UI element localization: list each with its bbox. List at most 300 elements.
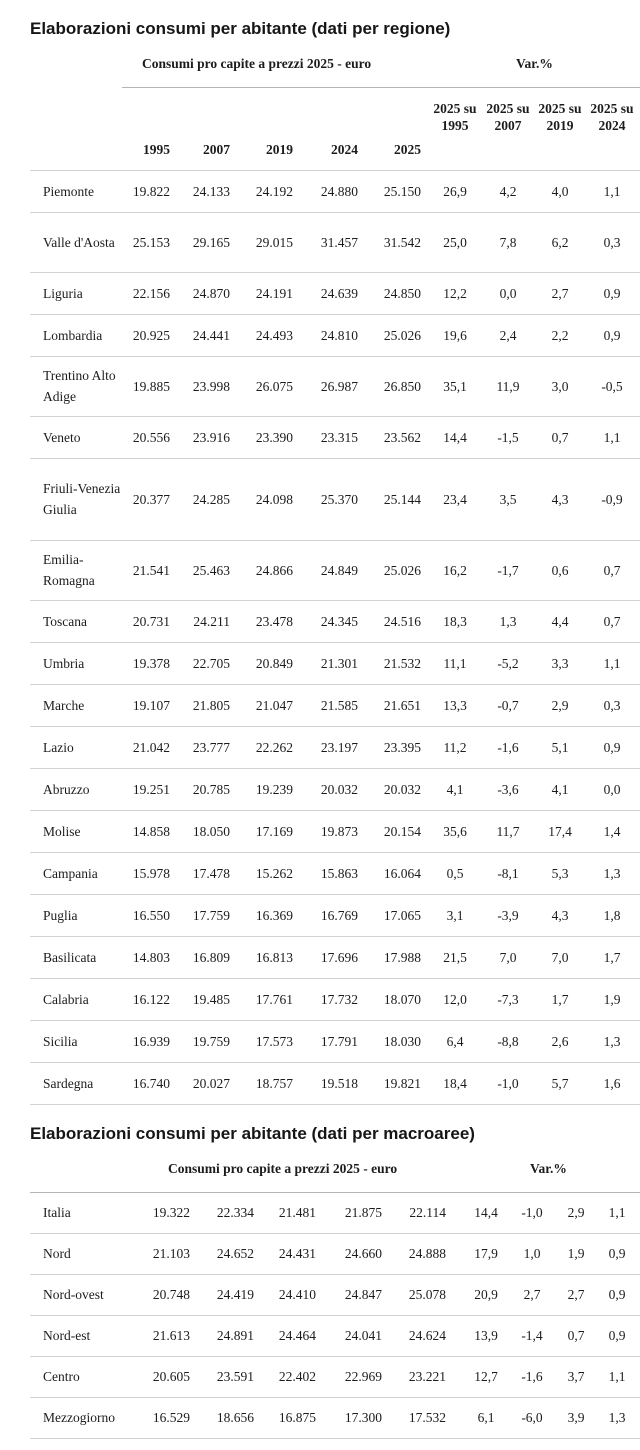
consumo-value: 16.369 (255, 907, 293, 923)
consumo-value: 23.562 (383, 429, 421, 445)
var-value: 0,9 (603, 327, 621, 343)
var-value: 1,1 (603, 183, 621, 199)
consumo-value: 24.810 (320, 327, 358, 343)
region-name: Veneto (43, 429, 81, 445)
consumo-value: 17.169 (255, 823, 293, 839)
consumo-value: 25.144 (383, 491, 421, 507)
consumo-value: 21.047 (255, 697, 293, 713)
consumo-value: 22.262 (255, 739, 293, 755)
var-value: 0,7 (567, 1328, 585, 1343)
row-divider (30, 768, 640, 769)
consumo-value: 25.370 (320, 491, 358, 507)
consumo-value: 20.849 (255, 655, 293, 671)
var-value: -6,0 (521, 1410, 543, 1425)
consumo-value: 18.070 (383, 991, 421, 1007)
consumo-value: 24.441 (192, 327, 230, 343)
var-value: 0,9 (603, 285, 621, 301)
consumo-value: 17.732 (320, 991, 358, 1007)
consumo-value: 24.211 (193, 613, 230, 629)
var-value: 1,3 (499, 613, 517, 629)
consumo-value: 20.925 (132, 327, 170, 343)
macro-var-group-header: Var.% (530, 1161, 567, 1176)
var-value: 12,7 (474, 1369, 498, 1384)
row-divider (30, 212, 640, 213)
region-name: Puglia (43, 907, 78, 923)
region-name: Calabria (43, 991, 89, 1007)
consumo-value: 24.098 (255, 491, 293, 507)
consumo-value: 19.822 (132, 183, 170, 199)
consumo-value: 19.518 (320, 1075, 358, 1091)
consumo-value: 31.542 (383, 234, 421, 250)
var-value: 35,6 (443, 823, 467, 839)
var-value: 12,0 (443, 991, 467, 1007)
consumo-value: 24.191 (255, 285, 293, 301)
consumo-value: 19.251 (132, 781, 170, 797)
macro-table-title: Elaborazioni consumi per abitante (dati per macroaree) (30, 1124, 475, 1143)
consumo-value: 24.891 (216, 1328, 254, 1343)
consumo-value: 15.978 (132, 865, 170, 881)
consumo-value: 31.457 (320, 234, 358, 250)
var-header-0: 2025 su 1995 (433, 101, 477, 133)
consumo-value: 18.757 (255, 1075, 293, 1091)
consumo-value: 24.847 (344, 1287, 382, 1302)
consumo-value: 15.863 (320, 865, 358, 881)
var-value: 11,7 (496, 823, 520, 839)
var-value: 2,7 (567, 1287, 585, 1302)
consumo-value: 20.154 (383, 823, 421, 839)
consumo-value: 23.315 (320, 429, 358, 445)
region-name: Molise (43, 823, 81, 839)
var-value: -0,7 (497, 697, 519, 713)
consumo-value: 21.042 (132, 739, 170, 755)
var-value: 3,5 (499, 491, 517, 507)
var-value: -8,1 (497, 865, 519, 881)
var-value: 6,1 (477, 1410, 495, 1425)
consumo-value: 25.026 (383, 562, 421, 578)
regions-consumi-group-header: Consumi pro capite a prezzi 2025 - euro (142, 56, 372, 71)
var-value: 17,9 (474, 1246, 498, 1261)
consumo-value: 25.026 (383, 327, 421, 343)
row-divider (30, 1274, 640, 1275)
consumo-value: 19.759 (192, 1033, 230, 1049)
consumo-value: 24.133 (192, 183, 230, 199)
consumo-value: 25.463 (192, 562, 230, 578)
consumo-value: 17.988 (383, 949, 421, 965)
var-value: -7,3 (497, 991, 519, 1007)
consumo-value: 14.803 (132, 949, 170, 965)
var-value: 1,9 (603, 991, 621, 1007)
consumo-value: 19.885 (132, 378, 170, 394)
consumo-value: 24.464 (278, 1328, 316, 1343)
var-value: 18,3 (443, 613, 467, 629)
var-value: -1,4 (521, 1328, 543, 1343)
var-value: 18,4 (443, 1075, 467, 1091)
var-value: 11,2 (443, 739, 467, 755)
consumo-value: 20.032 (320, 781, 358, 797)
consumo-value: 20.605 (152, 1369, 190, 1384)
macroarea-name: Nord-ovest (43, 1287, 104, 1302)
var-value: -5,2 (497, 655, 519, 671)
consumo-value: 29.165 (192, 234, 230, 250)
var-value: 5,3 (551, 865, 569, 881)
var-value: 0,9 (603, 739, 621, 755)
var-value: 4,1 (551, 781, 569, 797)
var-value: 25,0 (443, 234, 467, 250)
consumo-value: 21.875 (344, 1205, 382, 1220)
region-name: Umbria (43, 655, 85, 671)
var-value: 3,9 (567, 1410, 585, 1425)
consumo-value: 17.573 (255, 1033, 293, 1049)
consumo-value: 19.239 (255, 781, 293, 797)
region-name: Sicilia (43, 1033, 78, 1049)
var-value: 1,1 (603, 429, 621, 445)
var-value: 4,2 (499, 183, 517, 199)
consumo-value: 16.813 (255, 949, 293, 965)
var-value: 2,4 (499, 327, 517, 343)
var-value: 0,3 (603, 697, 621, 713)
consumo-value: 24.410 (278, 1287, 316, 1302)
consumo-value: 18.050 (192, 823, 230, 839)
consumo-value: 16.740 (132, 1075, 170, 1091)
consumo-value: 16.550 (132, 907, 170, 923)
row-divider (30, 894, 640, 895)
consumo-value: 20.731 (132, 613, 170, 629)
region-name: Trentino Alto Adige (43, 368, 116, 404)
consumo-value: 25.153 (132, 234, 170, 250)
consumo-value: 16.122 (132, 991, 170, 1007)
consumo-value: 22.156 (132, 285, 170, 301)
var-value: 6,4 (446, 1033, 464, 1049)
consumo-value: 20.027 (192, 1075, 230, 1091)
var-value: -0,5 (601, 378, 623, 394)
var-value: 14,4 (474, 1205, 498, 1220)
consumo-value: 24.888 (408, 1246, 446, 1261)
var-value: 2,7 (523, 1287, 541, 1302)
macro-consumi-group-header: Consumi pro capite a prezzi 2025 - euro (168, 1161, 398, 1176)
var-value: 19,6 (443, 327, 467, 343)
var-value: 23,4 (443, 491, 467, 507)
var-value: 13,9 (474, 1328, 498, 1343)
var-value: 0,7 (551, 429, 569, 445)
consumo-value: 20.748 (152, 1287, 190, 1302)
var-value: 1,1 (603, 655, 621, 671)
row-divider (30, 600, 640, 601)
region-name: Valle d'Aosta (43, 234, 115, 250)
var-header-1: 2025 su 2007 (486, 101, 530, 133)
row-divider (30, 416, 640, 417)
consumo-value: 21.805 (192, 697, 230, 713)
region-name: Lazio (43, 739, 74, 755)
consumo-value: 24.849 (320, 562, 358, 578)
consumo-value: 21.481 (278, 1205, 316, 1220)
var-value: 26,9 (443, 183, 467, 199)
consumo-value: 16.529 (152, 1410, 190, 1425)
var-value: 7,0 (499, 949, 517, 965)
consumo-value: 15.262 (255, 865, 293, 881)
var-value: 2,9 (551, 697, 569, 713)
row-divider (30, 726, 640, 727)
consumo-value: 20.032 (383, 781, 421, 797)
consumo-value: 17.478 (192, 865, 230, 881)
consumo-value: 26.850 (383, 378, 421, 394)
row-divider (30, 314, 640, 315)
consumo-value: 19.378 (132, 655, 170, 671)
var-value: 2,7 (551, 285, 569, 301)
var-value: 7,8 (499, 234, 517, 250)
var-value: 2,9 (567, 1205, 585, 1220)
consumo-value: 24.652 (216, 1246, 254, 1261)
region-name: Emilia-Romagna (43, 552, 95, 588)
consumo-value: 19.485 (192, 991, 230, 1007)
row-divider (30, 1233, 640, 1234)
var-value: -1,0 (521, 1205, 543, 1220)
macroarea-name: Nord-est (43, 1328, 91, 1343)
row-divider (30, 810, 640, 811)
consumo-value: 17.532 (408, 1410, 446, 1425)
var-header-3: 2025 su 2024 (590, 101, 634, 133)
consumo-value: 24.660 (344, 1246, 382, 1261)
row-divider (30, 1062, 640, 1063)
var-value: 0,7 (603, 613, 621, 629)
var-value: 17,4 (548, 823, 572, 839)
year-header-2024: 2024 (331, 142, 358, 157)
year-header-2019: 2019 (266, 142, 293, 157)
var-value: 35,1 (443, 378, 467, 394)
var-value: 2,6 (551, 1033, 569, 1049)
var-value: 0,5 (446, 865, 464, 881)
consumo-value: 24.493 (255, 327, 293, 343)
var-value: 0,6 (551, 562, 569, 578)
var-value: 4,1 (446, 781, 464, 797)
var-value: 20,9 (474, 1287, 498, 1302)
var-value: 0,3 (603, 234, 621, 250)
var-value: 1,3 (603, 1033, 621, 1049)
consumo-value: 22.969 (344, 1369, 382, 1384)
var-value: 21,5 (443, 949, 467, 965)
var-value: -1,0 (497, 1075, 519, 1091)
var-value: 12,2 (443, 285, 467, 301)
consumo-value: 26.075 (255, 378, 293, 394)
var-value: 3,1 (446, 907, 464, 923)
macro-header-divider (30, 1192, 640, 1193)
consumo-value: 22.402 (278, 1369, 316, 1384)
consumo-value: 25.078 (408, 1287, 446, 1302)
row-divider (30, 1315, 640, 1316)
var-value: -1,6 (521, 1369, 543, 1384)
row-divider (30, 1356, 640, 1357)
var-value: 1,0 (523, 1246, 541, 1261)
region-name: Campania (43, 865, 98, 881)
consumo-value: 16.064 (383, 865, 421, 881)
consumo-value: 16.769 (320, 907, 358, 923)
consumo-value: 24.624 (408, 1328, 446, 1343)
consumo-value: 19.322 (152, 1205, 190, 1220)
var-value: -3,6 (497, 781, 519, 797)
var-value: 4,3 (551, 907, 569, 923)
consumo-value: 24.285 (192, 491, 230, 507)
row-divider (30, 170, 640, 171)
var-value: 6,2 (551, 234, 569, 250)
row-divider (30, 936, 640, 937)
consumo-value: 17.791 (320, 1033, 358, 1049)
consumo-value: 21.301 (320, 655, 358, 671)
consumo-value: 26.987 (320, 378, 358, 394)
consumo-value: 22.334 (216, 1205, 254, 1220)
regions-header-divider (122, 87, 640, 88)
row-divider (30, 852, 640, 853)
consumo-value: 24.866 (255, 562, 293, 578)
var-value: 1,1 (608, 1205, 626, 1220)
consumo-value: 24.419 (216, 1287, 254, 1302)
var-value: 11,9 (496, 378, 520, 394)
consumo-value: 19.107 (132, 697, 170, 713)
var-value: 2,2 (551, 327, 569, 343)
var-value: 0,9 (608, 1246, 626, 1261)
var-value: 0,0 (603, 781, 621, 797)
consumo-value: 16.809 (192, 949, 230, 965)
var-value: -1,5 (497, 429, 519, 445)
var-value: 11,1 (443, 655, 467, 671)
consumo-value: 21.651 (383, 697, 421, 713)
consumo-value: 21.532 (383, 655, 421, 671)
consumo-value: 23.390 (255, 429, 293, 445)
consumo-value: 17.300 (344, 1410, 382, 1425)
region-name: Friuli-Venezia Giulia (43, 481, 121, 517)
consumo-value: 23.395 (383, 739, 421, 755)
row-divider (30, 272, 640, 273)
var-value: 0,0 (499, 285, 517, 301)
var-value: -8,8 (497, 1033, 519, 1049)
consumo-value: 18.030 (383, 1033, 421, 1049)
var-value: 4,3 (551, 491, 569, 507)
consumo-value: 24.345 (320, 613, 358, 629)
consumo-value: 21.585 (320, 697, 358, 713)
consumo-value: 17.759 (192, 907, 230, 923)
consumo-value: 16.939 (132, 1033, 170, 1049)
var-value: 13,3 (443, 697, 467, 713)
var-value: 1,7 (603, 949, 621, 965)
row-divider (30, 642, 640, 643)
consumo-value: 24.880 (320, 183, 358, 199)
macroarea-name: Centro (43, 1369, 80, 1384)
row-divider (30, 1438, 640, 1439)
row-divider (30, 458, 640, 459)
consumo-value: 20.556 (132, 429, 170, 445)
var-value: 1,4 (603, 823, 621, 839)
consumo-value: 24.041 (344, 1328, 382, 1343)
var-value: 1,3 (608, 1410, 626, 1425)
consumo-value: 23.998 (192, 378, 230, 394)
var-value: 1,9 (567, 1246, 585, 1261)
var-value: 7,0 (551, 949, 569, 965)
var-value: 1,3 (603, 865, 621, 881)
consumo-value: 23.197 (320, 739, 358, 755)
consumo-value: 21.541 (132, 562, 170, 578)
row-divider (30, 1397, 640, 1398)
consumo-value: 21.613 (152, 1328, 190, 1343)
var-value: -1,7 (497, 562, 519, 578)
var-value: 5,1 (551, 739, 569, 755)
consumo-value: 24.870 (192, 285, 230, 301)
region-name: Abruzzo (43, 781, 90, 797)
region-name: Sardegna (43, 1075, 94, 1091)
consumo-value: 17.065 (383, 907, 421, 923)
consumo-value: 24.850 (383, 285, 421, 301)
consumo-value: 23.916 (192, 429, 230, 445)
var-value: 0,9 (608, 1328, 626, 1343)
consumo-value: 24.516 (383, 613, 421, 629)
year-header-2025: 2025 (394, 142, 421, 157)
macroarea-name: Nord (43, 1246, 71, 1261)
consumo-value: 22.705 (192, 655, 230, 671)
var-value: 0,7 (603, 562, 621, 578)
consumo-value: 23.591 (216, 1369, 254, 1384)
region-name: Lombardia (43, 327, 103, 343)
consumo-value: 16.875 (278, 1410, 316, 1425)
region-name: Liguria (43, 285, 83, 301)
consumo-value: 23.777 (192, 739, 230, 755)
var-value: 1,7 (551, 991, 569, 1007)
var-value: 1,1 (608, 1369, 626, 1384)
var-value: 0,9 (608, 1287, 626, 1302)
year-header-1995: 1995 (143, 142, 170, 157)
var-value: -1,6 (497, 739, 519, 755)
consumo-value: 25.150 (383, 183, 421, 199)
consumo-value: 21.103 (152, 1246, 190, 1261)
var-value: 3,3 (551, 655, 569, 671)
year-header-2007: 2007 (203, 142, 230, 157)
consumo-value: 23.221 (408, 1369, 446, 1384)
consumo-value: 23.478 (255, 613, 293, 629)
consumo-value: 18.656 (216, 1410, 254, 1425)
row-divider (30, 1104, 640, 1105)
consumo-value: 20.785 (192, 781, 230, 797)
regions-table-title: Elaborazioni consumi per abitante (dati per regione) (30, 19, 451, 38)
region-name: Basilicata (43, 949, 97, 965)
row-divider (30, 978, 640, 979)
consumo-value: 20.377 (132, 491, 170, 507)
row-divider (30, 356, 640, 357)
consumo-value: 17.696 (320, 949, 358, 965)
var-value: 1,8 (603, 907, 621, 923)
region-name: Marche (43, 697, 85, 713)
consumo-value: 14.858 (132, 823, 170, 839)
region-name: Toscana (43, 613, 88, 629)
row-divider (30, 540, 640, 541)
consumo-value: 19.821 (383, 1075, 421, 1091)
var-header-2: 2025 su 2019 (538, 101, 582, 133)
var-value: 4,4 (551, 613, 569, 629)
consumo-value: 22.114 (409, 1205, 446, 1220)
var-value: 4,0 (551, 183, 569, 199)
region-name: Piemonte (43, 183, 94, 199)
consumo-value: 17.761 (255, 991, 293, 1007)
var-value: 3,7 (567, 1369, 585, 1384)
var-value: 14,4 (443, 429, 467, 445)
row-divider (30, 1020, 640, 1021)
consumo-value: 24.192 (255, 183, 293, 199)
consumo-value: 24.431 (278, 1246, 316, 1261)
regions-var-group-header: Var.% (516, 56, 553, 71)
consumo-value: 24.639 (320, 285, 358, 301)
consumo-value: 29.015 (255, 234, 293, 250)
macroarea-name: Italia (43, 1205, 71, 1220)
var-value: 3,0 (551, 378, 569, 394)
consumo-value: 19.873 (320, 823, 358, 839)
var-value: 1,6 (603, 1075, 621, 1091)
macroarea-name: Mezzogiorno (43, 1410, 115, 1425)
var-value: -0,9 (601, 491, 623, 507)
